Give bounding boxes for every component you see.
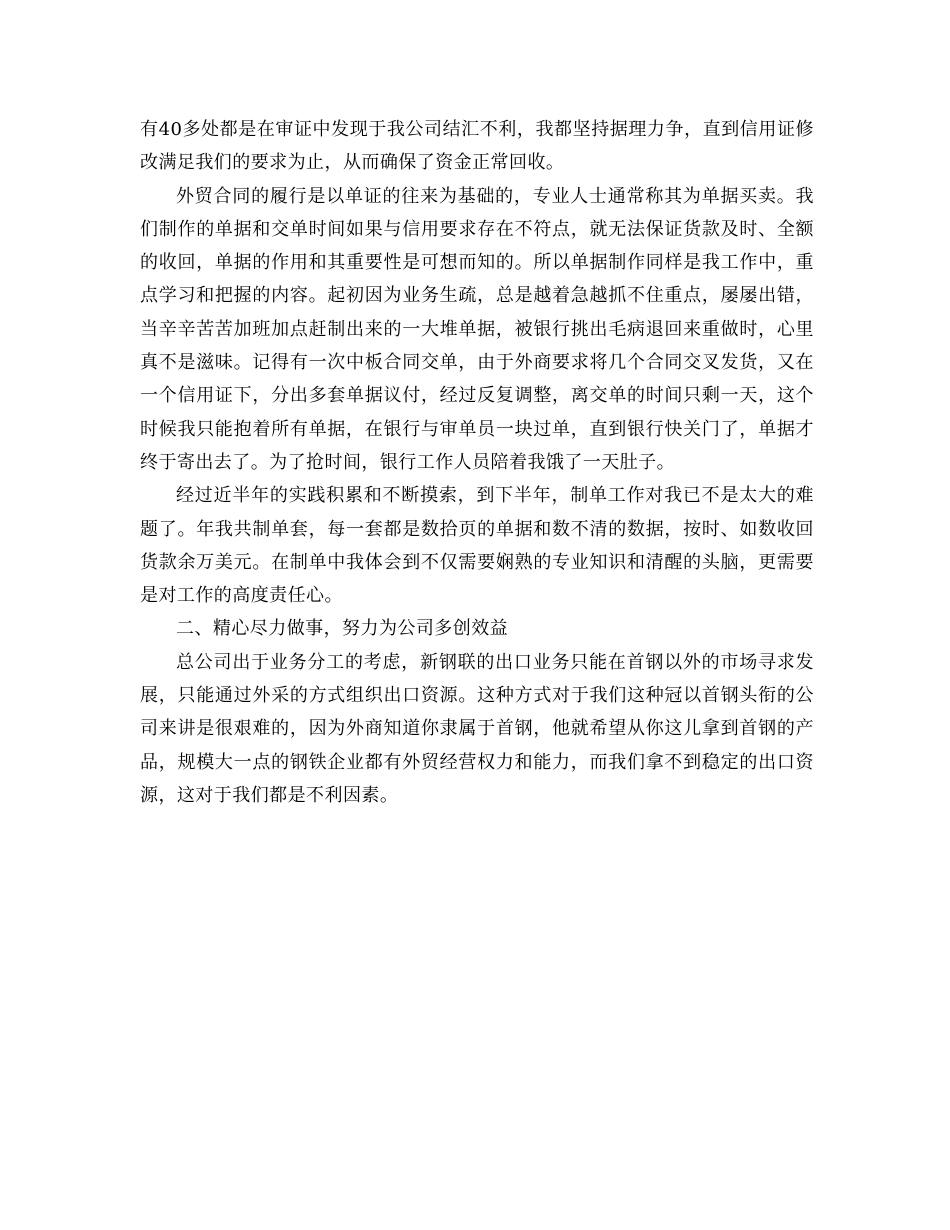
paragraph-documents: 外贸合同的履行是以单证的往来为基础的，专业人士通常称其为单据买卖。我们制作的单据和交单时间如果与信用要求存在不符点，就无法保证货款及时、全额的收回，单据的作用和其重要性是可想而知的。所以单据制作同样是我工作中，重点学习和把握的内容。起初因为业务生疏，总是越着急越抓不住重点，屡屡出错，当辛辛苦苦加班加点赶制出来的一大堆单据，被银行挑出毛病退回来重做时，心里真不是滋味。记得有一次中板合同交单，由于外商要求将几个合同交叉发货，又在一个信用证下，分出多套单据议付，经过反复调整，离交单的时间只剩一天，这个时候我只能抱着所有单据，在银行与审单员一块过单，直到银行快关门了，单据才终于寄出去了。为了抢时间，银行工作人员陪着我饿了一天肚子。: [140, 185, 814, 473]
section-heading: 二、精心尽力做事，努力为公司多创效益: [176, 618, 509, 640]
paragraph-practice: 经过近半年的实践积累和不断摸索，到下半年，制单工作对我已不是太大的难题了。年我共制单套，每一套都是数拾页的单据和数不清的数据，按时、如数收回货款余万美元。在制单中我体会到不仅需要娴熟的专业知识和清醒的头脑，更需要是对工作的高度责任心。: [140, 485, 814, 607]
paragraph-export-business: 总公司出于业务分工的考虑，新钢联的出口业务只能在首钢以外的市场寻求发展，只能通过外采的方式组织出口资源。这种方式对于我们这种冠以首钢头衔的公司来讲是很艰难的，因为外商知道你隶属于首钢，他就希望从你这儿拿到首钢的产品，规模大一点的钢铁企业都有外贸经营权力和能力，而我们拿不到稳定的出口资源，这对于我们都是不利因素。: [140, 651, 814, 806]
document-body: [140, 113, 814, 812]
paragraph-continued: 有40多处都是在审证中发现于我公司结汇不利，我都坚持据理力争，直到信用证修改满足我们的要求为止，从而确保了资金正常回收。: [140, 119, 814, 174]
